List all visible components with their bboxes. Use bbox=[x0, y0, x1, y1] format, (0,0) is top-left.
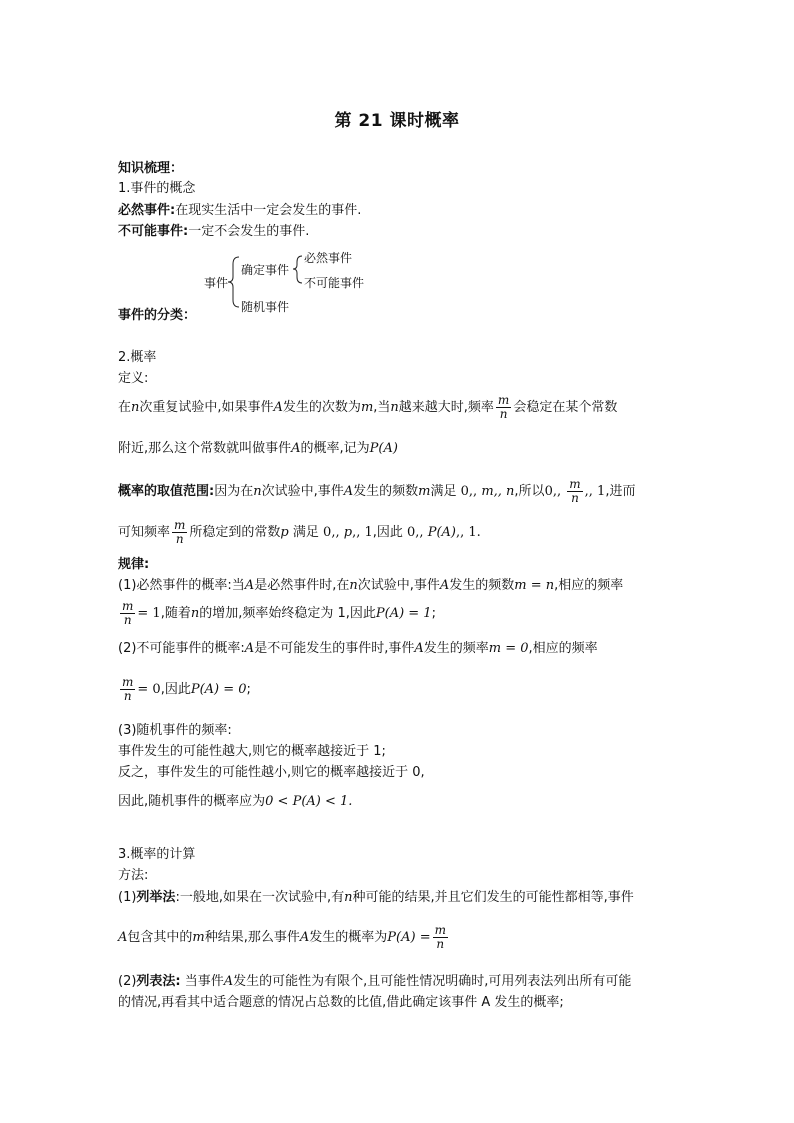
section-1-heading: 1.事件的概念 bbox=[118, 181, 196, 196]
method-1-line: (1)列举法:一般地,如果在一次试验中,有n种可能的结果,并且它们发生的可能性都相等,事件 bbox=[118, 890, 634, 905]
page-title: 第 21 课时概率 bbox=[334, 111, 460, 131]
diagram-random-label: 随机事件 bbox=[241, 300, 290, 314]
rule-3-line-a: 事件发生的可能性越大,则它的概率越接近于 1; bbox=[118, 744, 386, 759]
rule-3-line-c: 因此,随机事件的概率应为0 < P(A) < 1. bbox=[118, 794, 353, 809]
fraction-m-over-n: $\frac{m}{n}$ bbox=[497, 393, 510, 421]
method-label: 方法: bbox=[118, 868, 149, 883]
certain-event-text: 在现实生活中一定会发生的事件. bbox=[175, 203, 362, 218]
definition-line-1: 在n次重复试验中,如果事件A发生的次数为m,当n越来越大时,频率 $\frac{m}{n}$ 会稳定在某个常数 bbox=[118, 393, 618, 421]
rule-3-heading: (3)随机事件的频率: bbox=[118, 723, 232, 738]
rule-2-line-2: $\frac{m}{n}$ = 0,因此P(A) = 0; bbox=[122, 675, 251, 703]
probability-range-line-1: 概率的取值范围:因为在n次试验中,事件A发生的频数m满足 0,, m,, n,所以0,, $\frac{m}{n}$ ,, 1,进而 bbox=[118, 477, 636, 505]
fraction-m-over-n: $\frac{m}{n}$ bbox=[434, 923, 446, 951]
rule-3-line-b: 反之，事件发生的可能性越小,则它的概率越接近于 0, bbox=[118, 765, 425, 780]
fraction-m-over-n: $\frac{m}{n}$ bbox=[122, 675, 134, 703]
definition-line-2: 附近,那么这个常数就叫做事件A的概率,记为P(A) bbox=[118, 441, 398, 456]
certain-event-label: 必然事件: bbox=[118, 203, 176, 218]
fraction-m-over-n: $\frac{m}{n}$ bbox=[569, 477, 581, 505]
rule-1-line-2: $\frac{m}{n}$ = 1,随着n的增加,频率始终稳定为 1,因此P(A) = 1; bbox=[122, 599, 436, 627]
diagram-root-label: 事件 bbox=[204, 276, 229, 290]
diagram-determined-label: 确定事件 bbox=[241, 263, 290, 277]
inner-brace bbox=[293, 256, 302, 283]
diagram-certain-label: 必然事件 bbox=[304, 251, 353, 265]
probability-range-line-2: 可知频率 $\frac{m}{n}$ 所稳定到的常数p 满足 0,, p,, 1,因此 0,, P(A),, 1. bbox=[118, 518, 481, 546]
outer-brace bbox=[228, 257, 239, 307]
rule-1-line: (1)必然事件的概率:当A是必然事件时,在n次试验中,事件A发生的频数m = n,相应的频率 bbox=[118, 578, 624, 593]
method-1-line-2: A包含其中的m种结果,那么事件A发生的概率为P(A) = $\frac{m}{n}$ bbox=[118, 923, 446, 951]
section-summary-heading: 知识梳理： bbox=[118, 161, 184, 176]
certain-event-line bbox=[118, 202, 361, 220]
impossible-event-text: 一定不会发生的事件. bbox=[188, 224, 310, 239]
fraction-m-over-n: $\frac{m}{n}$ bbox=[122, 599, 134, 627]
method-2-line: (2)列表法: 当事件A发生的可能性为有限个,且可能性情况明确时,可用列表法列出所有可能 bbox=[118, 974, 632, 989]
section-2-heading: 2.概率 bbox=[118, 350, 157, 365]
rule-2-line: (2)不可能事件的概率:A是不可能发生的事件时,事件A发生的频率m = 0,相应的频率 bbox=[118, 641, 598, 656]
rules-label: 规律: bbox=[118, 557, 150, 572]
section-3-heading: 3.概率的计算 bbox=[118, 847, 196, 862]
classification-label: 事件的分类： bbox=[118, 308, 197, 323]
impossible-event-label: 不可能事件: bbox=[118, 224, 189, 239]
diagram-impossible-label: 不可能事件 bbox=[304, 276, 365, 290]
definition-label: 定义: bbox=[118, 371, 149, 386]
method-2-line-2: 的情况,再看其中适合题意的情况占总数的比值,借此确定该事件 A 发生的概率; bbox=[118, 995, 564, 1010]
fraction-m-over-n: $\frac{m}{n}$ bbox=[174, 518, 186, 546]
impossible-event-line bbox=[118, 223, 309, 241]
